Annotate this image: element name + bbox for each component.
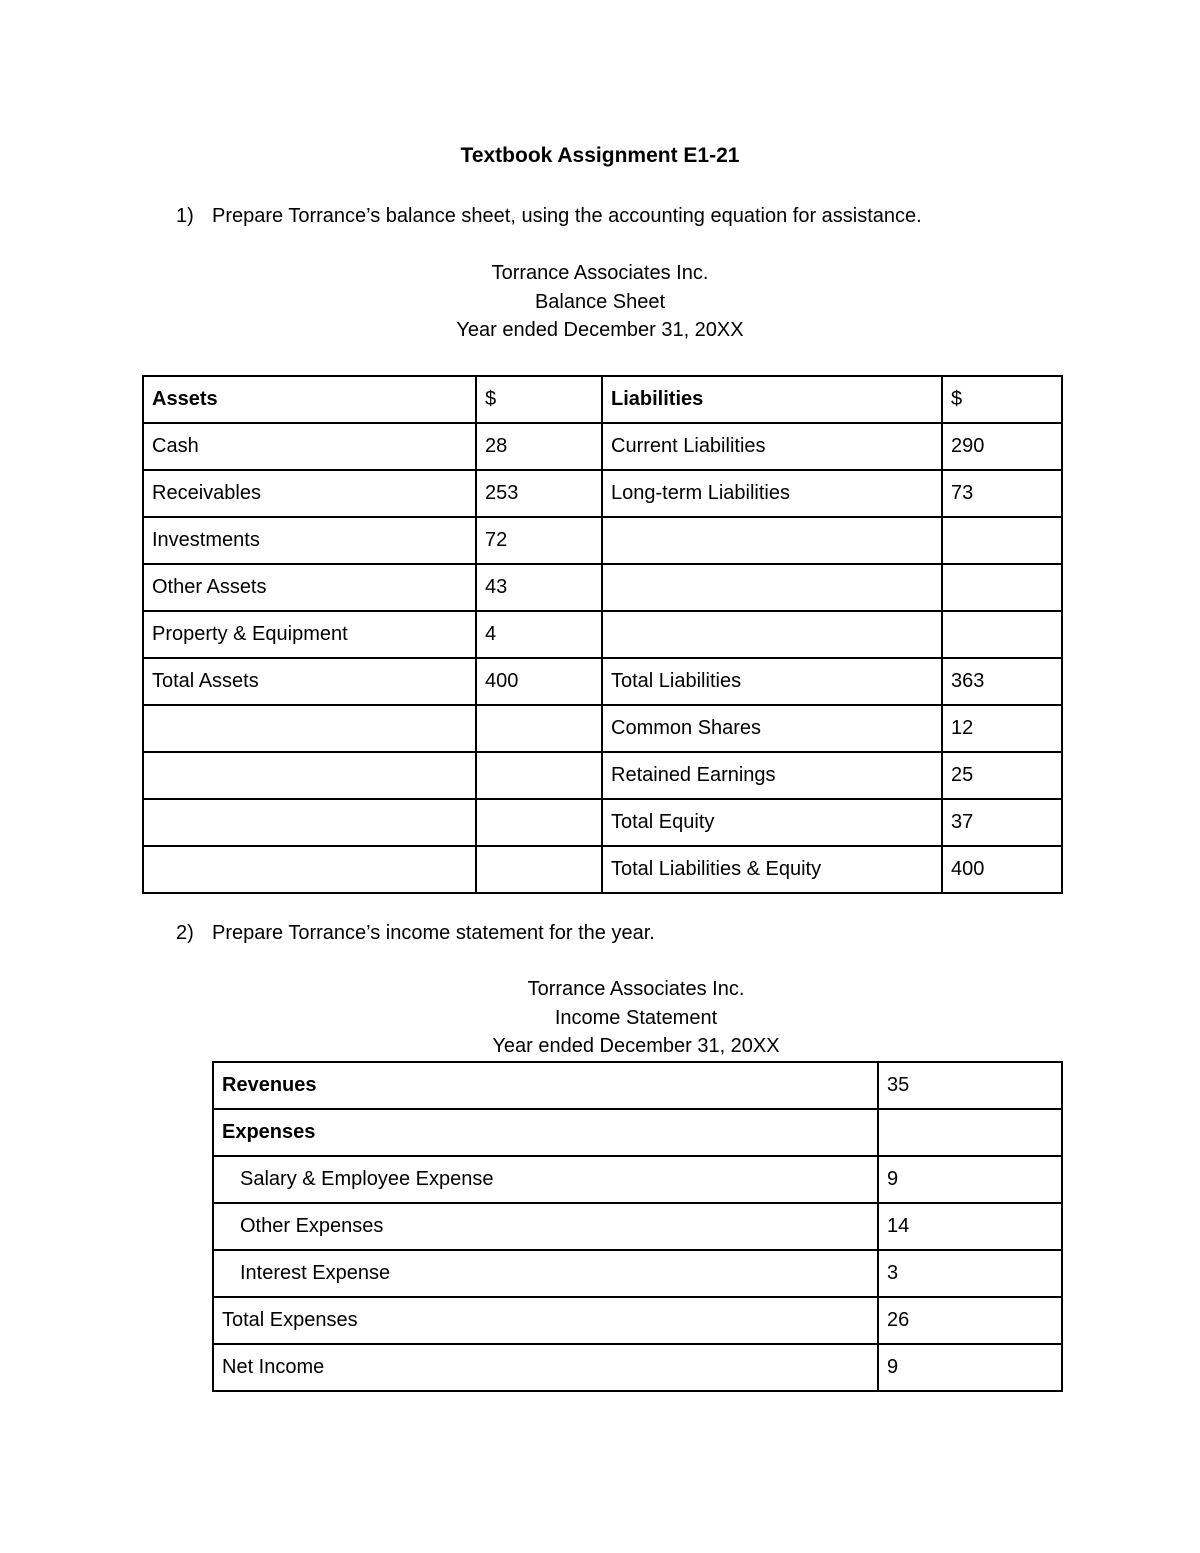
balance-sheet-header-row (143, 376, 1062, 423)
asset-label: Investments (143, 517, 476, 564)
liability-value: 12 (942, 705, 1062, 752)
asset-label (143, 846, 476, 893)
expense-item-value: 3 (878, 1250, 1062, 1297)
liability-label: Retained Earnings (602, 752, 942, 799)
liability-label (602, 611, 942, 658)
expense-item-value: 9 (878, 1156, 1062, 1203)
table-row (143, 752, 1062, 799)
asset-label (143, 799, 476, 846)
balance-sheet-period: Year ended December 31, 20XX (456, 319, 744, 341)
table-row (213, 1109, 1062, 1156)
table-row (143, 846, 1062, 893)
table-row (143, 470, 1062, 517)
liabilities-unit-header: $ (942, 376, 1062, 423)
balance-sheet-heading (0, 259, 1200, 345)
income-statement-company: Torrance Associates Inc. (527, 978, 745, 1000)
liability-value: 25 (942, 752, 1062, 799)
liability-value (942, 564, 1062, 611)
liability-value: 290 (942, 423, 1062, 470)
liability-value: 363 (942, 658, 1062, 705)
table-row (143, 799, 1062, 846)
page-title: Textbook Assignment E1-21 (460, 144, 740, 167)
table-row (213, 1156, 1062, 1203)
table-row (143, 517, 1062, 564)
asset-label: Cash (143, 423, 476, 470)
balance-sheet-name: Balance Sheet (534, 290, 666, 313)
table-row (143, 658, 1062, 705)
balance-sheet-company: Torrance Associates Inc. (491, 262, 709, 284)
expenses-label: Expenses (213, 1109, 878, 1156)
question-1 (176, 203, 922, 229)
balance-sheet-table (142, 375, 1063, 894)
net-income-label: Net Income (213, 1344, 878, 1391)
table-row (143, 705, 1062, 752)
income-statement-name: Income Statement (554, 1006, 718, 1029)
liability-label: Common Shares (602, 705, 942, 752)
income-statement-heading (36, 975, 1200, 1061)
expense-item-value: 14 (878, 1203, 1062, 1250)
table-row (213, 1062, 1062, 1109)
asset-value (476, 799, 602, 846)
asset-label (143, 705, 476, 752)
asset-value (476, 705, 602, 752)
asset-label: Receivables (143, 470, 476, 517)
revenues-label: Revenues (213, 1062, 878, 1109)
liability-label: Total Equity (602, 799, 942, 846)
asset-value (476, 846, 602, 893)
income-statement-period: Year ended December 31, 20XX (492, 1035, 780, 1057)
asset-label: Property & Equipment (143, 611, 476, 658)
liability-label: Current Liabilities (602, 423, 942, 470)
question-2 (176, 920, 655, 946)
liability-value: 400 (942, 846, 1062, 893)
question-1-number: 1) (176, 205, 194, 227)
asset-value: 43 (476, 564, 602, 611)
liability-label: Long-term Liabilities (602, 470, 942, 517)
table-row (143, 611, 1062, 658)
total-expenses-value: 26 (878, 1297, 1062, 1344)
asset-value: 400 (476, 658, 602, 705)
expense-item-label: Salary & Employee Expense (213, 1156, 878, 1203)
asset-value (476, 752, 602, 799)
expense-item-label: Interest Expense (213, 1250, 878, 1297)
table-row (213, 1297, 1062, 1344)
liability-value (942, 611, 1062, 658)
net-income-value: 9 (878, 1344, 1062, 1391)
table-row (143, 564, 1062, 611)
liability-value: 73 (942, 470, 1062, 517)
assets-header: Assets (143, 376, 476, 423)
liability-label (602, 564, 942, 611)
liabilities-header: Liabilities (602, 376, 942, 423)
revenues-value: 35 (878, 1062, 1062, 1109)
table-row (143, 423, 1062, 470)
table-row (213, 1203, 1062, 1250)
table-row (213, 1344, 1062, 1391)
liability-value (942, 517, 1062, 564)
asset-label: Other Assets (143, 564, 476, 611)
expense-item-label: Other Expenses (213, 1203, 878, 1250)
question-2-number: 2) (176, 922, 194, 944)
liability-value: 37 (942, 799, 1062, 846)
expenses-value (878, 1109, 1062, 1156)
liability-label: Total Liabilities (602, 658, 942, 705)
asset-label (143, 752, 476, 799)
asset-value: 72 (476, 517, 602, 564)
table-row (213, 1250, 1062, 1297)
liability-label: Total Liabilities & Equity (602, 846, 942, 893)
assets-unit-header: $ (476, 376, 602, 423)
asset-value: 28 (476, 423, 602, 470)
income-statement-table (212, 1061, 1063, 1392)
question-1-text: Prepare Torrance’s balance sheet, using the accounting equation for assistance. (212, 205, 922, 227)
asset-value: 4 (476, 611, 602, 658)
asset-value: 253 (476, 470, 602, 517)
asset-label: Total Assets (143, 658, 476, 705)
liability-label (602, 517, 942, 564)
total-expenses-label: Total Expenses (213, 1297, 878, 1344)
question-2-text: Prepare Torrance’s income statement for the year. (212, 922, 655, 944)
